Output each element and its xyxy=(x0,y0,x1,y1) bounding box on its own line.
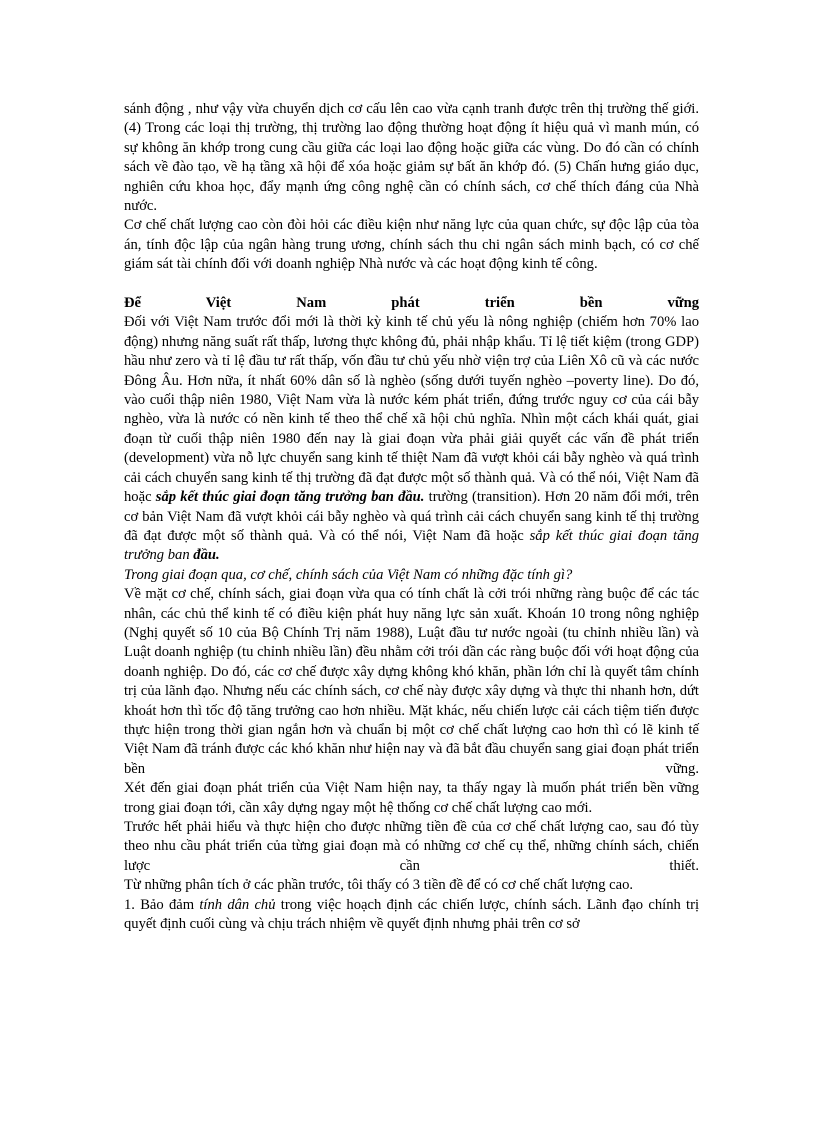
spacer xyxy=(124,275,699,294)
question-line: Trong giai đoạn qua, cơ chế, chính sách của Việt Nam có những đặc tính gì? xyxy=(124,566,573,583)
paragraph-9 xyxy=(124,896,699,935)
document-page xyxy=(124,100,699,934)
paragraph-3-emphasis: sắp kết thúc giai đoạn tăng trưởng ban đầu. xyxy=(155,489,425,506)
paragraph-3-italic: sắp kết thúc giai đoạn tăng trưởng ban xyxy=(124,527,699,564)
paragraph-6: Xét đến giai đoạn phát triển của Việt Nam hiện nay, ta thấy ngay là muốn phát triển bền vững trong giai đoạn tới, cần xây dựng ngay một hệ thống cơ chế chất lượng cao mới. xyxy=(124,780,699,816)
paragraph-1: sánh động , như vậy vừa chuyển dịch cơ cấu lên cao vừa cạnh tranh được trên thị trường thế giới. (4) Trong các loại thị trường, thị trường lao động thường hoạt động ít hiệu quả vì manh mún, có sự không ăn khớp trong cung cầu giữa các loại lao động hoặc giữa các vùng. Do đó cần có chính sách về đào tạo, về hạ tầng xã hội để xóa hoặc giảm sự bất ăn khớp đó. (5) Chấn hưng giáo dục, nghiên cứu khoa học, đẩy mạnh ứng công nghệ cần có chính sách, cơ chế thích đáng của Nhà nước. xyxy=(124,101,699,215)
paragraph-3 xyxy=(124,313,699,565)
paragraph-8: Từ những phân tích ở các phần trước, tôi thấy có 3 tiền đề để có cơ chế chất lượng cao. xyxy=(124,877,634,894)
paragraph-9-start: 1. Bảo đảm xyxy=(124,896,195,913)
paragraph-9-italic: tính dân chủ xyxy=(199,896,276,913)
paragraph-2: Cơ chế chất lượng cao còn đòi hỏi các điều kiện như năng lực của quan chức, sự độc lập của tòa án, tính độc lập của ngân hàng trung ương, chính sách thu chi ngân sách minh bạch, có cơ chế giám sát tài chính đối với doanh nghiệp Nhà nước và các hoạt động kinh tế công. xyxy=(124,217,699,273)
section-heading: Để Việt Nam phát triển bền vững xyxy=(124,295,699,312)
paragraph-5: Về mặt cơ chế, chính sách, giai đoạn vừa qua có tính chất là cởi trói những ràng buộc để các tác nhân, các chủ thể kinh tế có điều kiện phát huy năng lực sản xuất. Khoán 10 trong nông nghiệp (Nghị quyết số 10 của Bộ Chính Trị năm 1988), Luật đầu tư nước ngoài (tu chỉnh nhiều lần) và Luật doanh nghiệp (tu chỉnh nhiều lần) đều nhằm cởi trói dần các ràng buộc đối với hoạt động của doanh nghiệp. Do đó, các cơ chế được xây dựng không khó khăn, phần lớn chỉ là quyết tâm chính trị của lãnh đạo. Nhưng nếu các chính sách, cơ chế này được xây dựng và thực thi nhanh hơn, dứt khoát hơn thì tốc độ tăng trưởng cao hơn nhiều. Mặt khác, nếu chiến lược cải cách tiệm tiến được thực hiện trong thời gian ngắn hơn và chuẩn bị một cơ chế chất lượng cao hơn thì có lẽ kinh tế Việt Nam đã tránh được các khó khăn như hiện nay và đã bắt đầu chuyển sang giai đoạn phát triển bền vững. xyxy=(124,586,699,777)
paragraph-3-text: Đối với Việt Nam trước đổi mới là thời kỳ kinh tế chủ yếu là nông nghiệp (chiếm hơn 70% lao động) nhưng năng suất rất thấp, lương thực không đủ, phải nhập khẩu. Tỉ lệ tiết kiệm (trong GDP) hầu như zero và tỉ lệ đầu tư rất thấp, vốn đầu tư chủ yếu nhờ viện trợ của Liên Xô cũ và các nước Đông Âu. Hơn nữa, ít nhất 60% dân số là nghèo (sống dưới tuyến nghèo –poverty line). Do đó, vào cuối thập niên 1980, Việt Nam vừa là nước kém phát triển, đứng trước nguy cơ của cái bẫy nghèo, vừa là nước có nền kinh tế theo thể chế xã hội chủ nghĩa. Nhìn một cách khái quát, giai đoạn từ cuối thập niên 1980 đến nay là giai đoạn vừa phải giải quyết các vấn đề phát triển (development) vừa nỗ lực chuyển sang kinh tế thiệt Nam đã vượt khỏi cái bẫy nghèo và quá trình cải cách chuyển sang kinh tế thị trường đã đạt được một số thành quả. Và có thể nói, Việt Nam đã hoặc xyxy=(124,314,699,506)
paragraph-3-emphasis-2: đầu. xyxy=(193,547,220,564)
paragraph-7: Trước hết phải hiểu và thực hiện cho được những tiền đề của cơ chế chất lượng cao, sau đó tùy theo nhu cầu phát triển của từng giai đoạn mà có những cơ chế cụ thể, những chính sách, chiến lược cần thiết. xyxy=(124,819,699,874)
paragraph-3-tail: trường (transition). Hơn 20 năm đổi mới, trên cơ bản Việt Nam đã vượt khỏi cái bẫy nghèo và quá trình cải cách chuyển sang kinh tế thị trường đã đạt được một số thành quả. Và có thể nói, Việt Nam đã hoặc xyxy=(124,489,699,544)
paragraph-9-rest: trong việc hoạch định các chiến lược, chính sách. Lãnh đạo chính trị quyết định cuối cùng và chịu trách nhiệm về quyết định nhưng phải trên cơ sở xyxy=(124,896,700,933)
